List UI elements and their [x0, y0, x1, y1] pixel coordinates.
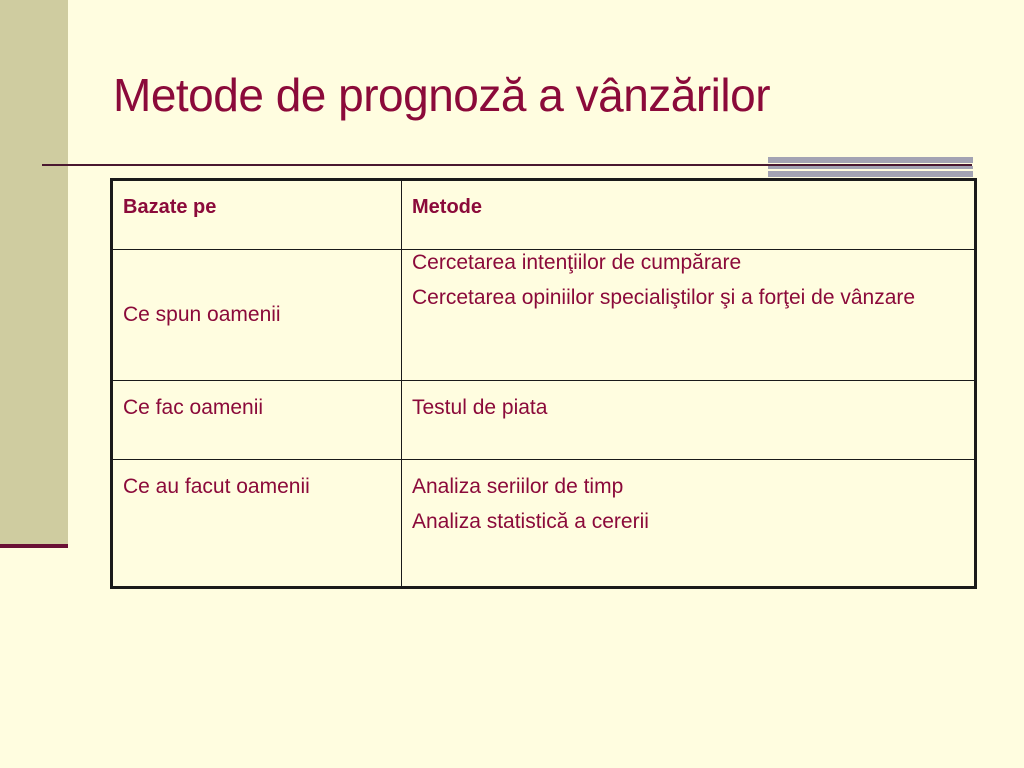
method-item: Cercetarea opiniilor specialiştilor şi a forţei de vânzare [412, 286, 916, 310]
table-row [112, 460, 976, 588]
slide-title: Metode de prognoză a vânzărilor [113, 69, 771, 121]
basis-cell: Ce au facut oamenii [112, 460, 402, 588]
method-item: Testul de piata [412, 396, 548, 419]
method-item: Cercetarea intenţiilor de cumpărare [412, 251, 742, 274]
method-item: Analiza statistică a cererii [412, 510, 649, 534]
basis-cell: Ce spun oamenii [112, 250, 402, 381]
header-bazate-pe: Bazate pe [112, 180, 402, 250]
methods-cell [402, 381, 976, 460]
side-band-bottom-line [0, 544, 68, 548]
table-header-row [112, 180, 976, 250]
methods-cell [402, 460, 976, 588]
method-item: Analiza seriilor de timp [412, 475, 624, 498]
table-row [112, 381, 976, 460]
methods-cell [402, 250, 976, 381]
header-metode: Metode [402, 180, 976, 250]
forecast-methods-table [110, 178, 977, 589]
table-row [112, 250, 976, 381]
basis-cell: Ce fac oamenii [112, 381, 402, 460]
decorative-gray-bars [768, 157, 973, 177]
side-decorative-band [0, 0, 68, 544]
